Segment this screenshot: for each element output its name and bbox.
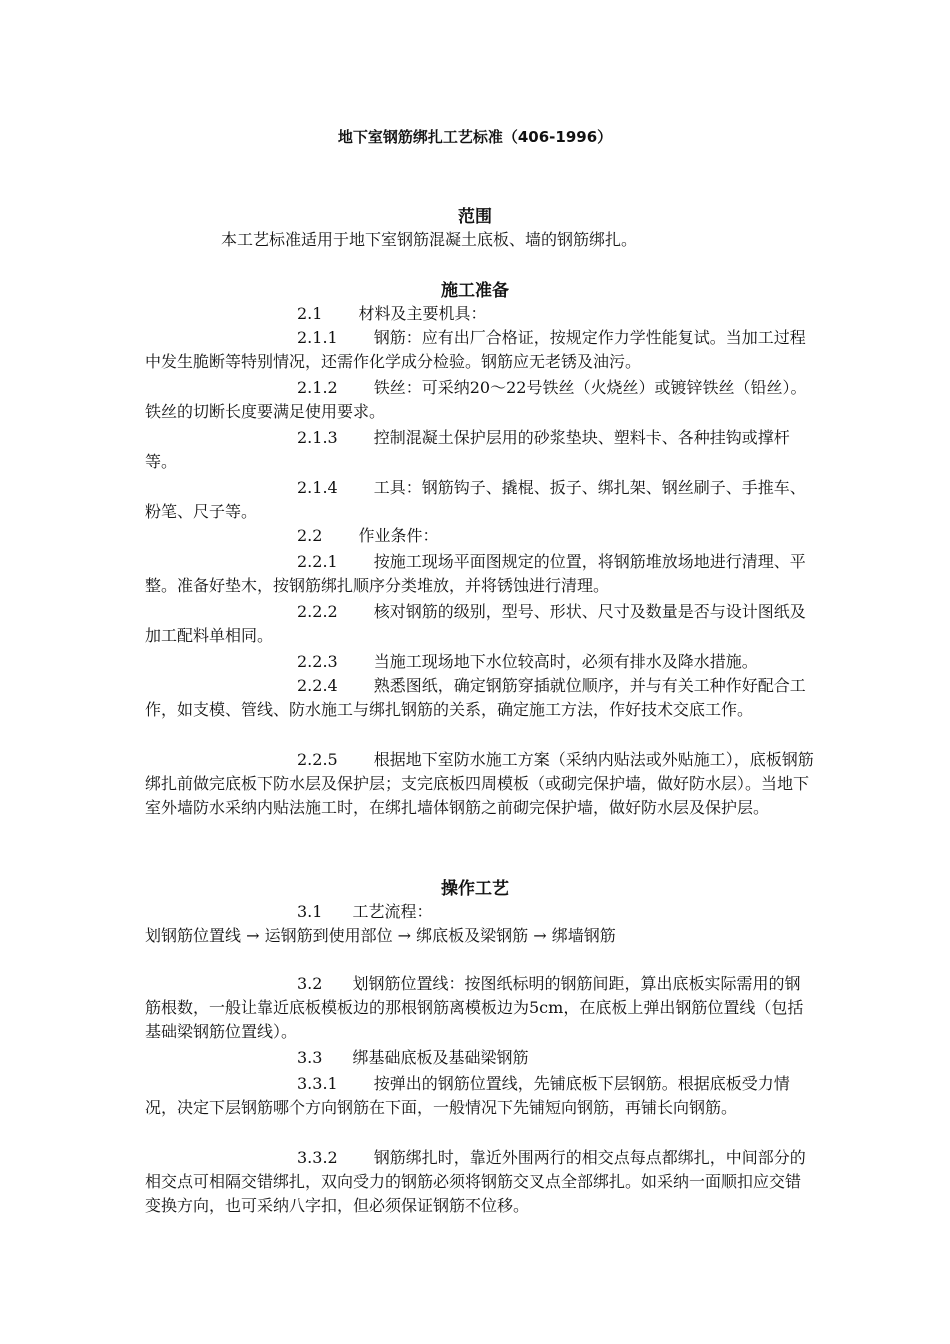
page-title: 地下室钢筋绑扎工艺标准（406-1996） bbox=[337, 128, 613, 146]
paragraph-2-2: 2.2 作业条件： bbox=[297, 526, 439, 545]
paragraph-2-2-5: 2.2.5 根据地下室防水施工方案（采纳内贴法或外贴施工），底板钢筋绑扎前做完底板下防水层及保护层；支完底板四周模板（或砌完保护墙，做好防水层）。当地下室外墙防水采纳内贴法施工时，在绑扎墙体钢筋之前砌完保护墙，做好防水层及保护层。 bbox=[145, 750, 814, 817]
paragraph-2-1-2: 2.1.2 铁丝：可采纳20～22号铁丝（火烧丝）或镀锌铁丝（铅丝）。铁丝的切断长度要满足使用要求。 bbox=[145, 378, 807, 421]
paragraph-2-2-2: 2.2.2 核对钢筋的级别，型号、形状、尺寸及数量是否与设计图纸及加工配料单相同。 bbox=[145, 602, 806, 645]
scope-paragraph: 本工艺标准适用于地下室钢筋混凝土底板、墙的钢筋绑扎。 bbox=[221, 230, 638, 249]
section-heading-prep: 施工准备 bbox=[441, 281, 509, 301]
paragraph-2-1-4: 2.1.4 工具：钢筋钩子、撬棍、扳子、绑扎架、钢丝刷子、手推车、粉笔、尺子等。 bbox=[145, 478, 806, 521]
paragraph-3-2: 3.2 划钢筋位置线：按图纸标明的钢筋间距，算出底板实际需用的钢筋根数，一般让靠近底板模板边的那根钢筋离模板边为5cm，在底板上弹出钢筋位置线（包括基础梁钢筋位置线）。 bbox=[145, 974, 804, 1041]
paragraph-3-1: 3.1 工艺流程： bbox=[297, 902, 433, 921]
section-heading-scope: 范围 bbox=[458, 207, 492, 227]
section-heading-ops: 操作工艺 bbox=[441, 879, 509, 899]
paragraph-3-3-1: 3.3.1 按弹出的钢筋位置线，先铺底板下层钢筋。根据底板受力情况，决定下层钢筋哪个方向钢筋在下面，一般情况下先铺短向钢筋，再铺长向钢筋。 bbox=[145, 1074, 790, 1117]
paragraph-3-3: 3.3 绑基础底板及基础梁钢筋 bbox=[297, 1048, 529, 1067]
paragraph-2-2-1: 2.2.1 按施工现场平面图规定的位置，将钢筋堆放场地进行清理、平整。准备好垫木，按钢筋绑扎顺序分类堆放，并将锈蚀进行清理。 bbox=[145, 552, 806, 595]
paragraph-2-1: 2.1 材料及主要机具： bbox=[297, 304, 487, 323]
paragraph-2-1-3: 2.1.3 控制混凝土保护层用的砂浆垫块、塑料卡、各种挂钩或撑杆等。 bbox=[145, 428, 790, 471]
process-flow: 划钢筋位置线 → 运钢筋到使用部位 → 绑底板及梁钢筋 → 绑墙钢筋 bbox=[145, 926, 616, 945]
paragraph-3-3-2: 3.3.2 钢筋绑扎时，靠近外围两行的相交点每点都绑扎，中间部分的相交点可相隔交错绑扎，双向受力的钢筋必须将钢筋交叉点全部绑扎。如采纳一面顺扣应交错变换方向，也可采纳八字扣，但必须保证钢筋不位移。 bbox=[145, 1148, 806, 1215]
paragraph-2-2-4: 2.2.4 熟悉图纸，确定钢筋穿插就位顺序，并与有关工种作好配合工作，如支模、管线、防水施工与绑扎钢筋的关系，确定施工方法，作好技术交底工作。 bbox=[145, 676, 806, 719]
paragraph-2-2-3: 2.2.3 当施工现场地下水位较高时，必须有排水及降水措施。 bbox=[297, 652, 758, 671]
paragraph-2-1-1: 2.1.1 钢筋：应有出厂合格证，按规定作力学性能复试。当加工过程中发生脆断等特别情况，还需作化学成分检验。钢筋应无老锈及油污。 bbox=[145, 328, 806, 371]
